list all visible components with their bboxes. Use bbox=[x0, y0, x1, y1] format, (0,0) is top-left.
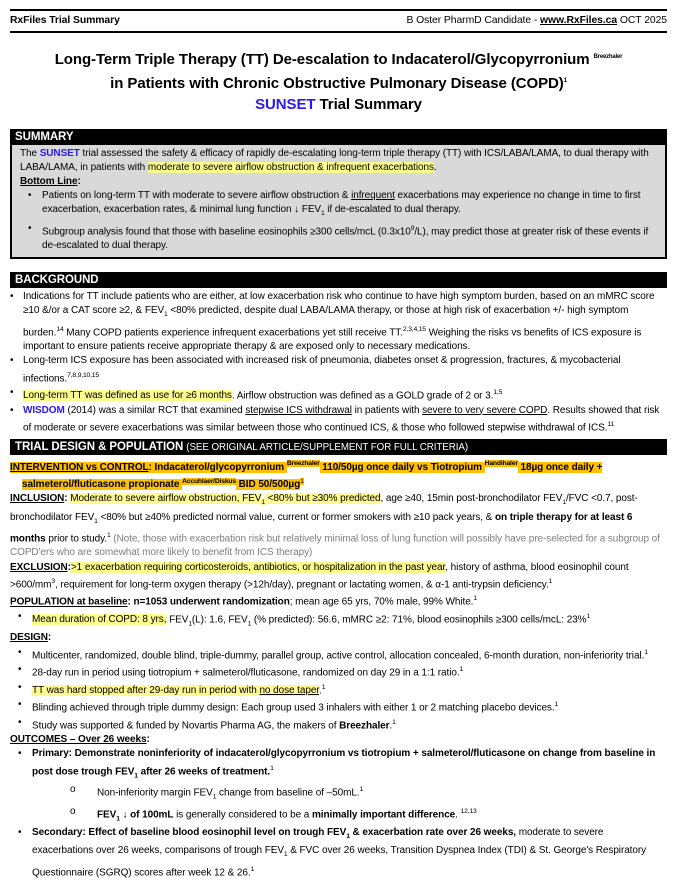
title-line-1: Long-Term Triple Therapy (TT) De-escalation to Indacaterol/Glycopyrronium $^{Breezhaler}$ bbox=[54, 51, 623, 68]
primary-outcome-bullet bbox=[10, 747, 667, 783]
bullet-icon: • bbox=[18, 646, 22, 658]
background-bullet bbox=[10, 386, 667, 404]
design-label: DESIGN: bbox=[10, 632, 52, 644]
secondary-outcome-bullet bbox=[10, 826, 667, 880]
secondary-outcome-text: Secondary: Effect of baseline blood eosinophil level on trough $FEV_1$ & exacerbation rate over 26 weeks, moderate to severe exacerbations over 26 weeks, comparisons of trough $FEV_1$ & FVC over 26 weeks, Transition Dyspnea Index (TDI) & St. George's Respiratory Questionnaire (SGRQ) scores after week 12 & 26.$^1$ bbox=[32, 827, 647, 878]
background-bullet-text: WISDOM (2014) was a similar RCT that examined stepwise ICS withdrawal in patients with severe to very severe COPD. Results showed that risk of moderate or severe exacerbations was similar between those who continued ICS, & those who followed stepwise withdrawal of ICS.$^{11}$ bbox=[23, 404, 660, 434]
circle-bullet-icon: o bbox=[70, 784, 76, 796]
design-bullet bbox=[10, 698, 667, 716]
design-bullet-text: TT was hard stopped after 29-day run in period with no dose taper.$^1$ bbox=[32, 683, 326, 696]
title-line-2: in Patients with Chronic Obstructive Pulmonary Disease (COPD)$^1$ bbox=[110, 74, 567, 92]
bullet-icon: • bbox=[18, 664, 22, 676]
bullet-icon: • bbox=[18, 716, 22, 728]
document-type-label: RxFiles Trial Summary bbox=[10, 14, 120, 26]
bullet-icon: • bbox=[10, 291, 14, 303]
summary-bullet-text: Subgroup analysis found that those with baseline eosinophils ≥300 cells/mcL $(0.3x10^9/L)$, may predict those at greater risk of these events if de-escalated to dual therapy. bbox=[42, 224, 649, 252]
background-section bbox=[10, 288, 667, 435]
section-header-summary: SUMMARY bbox=[10, 129, 667, 145]
circle-bullet-icon: o bbox=[70, 805, 76, 817]
document-title bbox=[10, 47, 667, 116]
page-header bbox=[10, 11, 667, 31]
design-bullet-text: 28-day run in period using tiotropium + salmeterol/fluticasone, randomized on day 29 in a 1:1 ratio.$^1$ bbox=[32, 666, 464, 679]
page bbox=[0, 9, 677, 878]
intervention-control-line: INTERVENTION vs CONTROL: Indacaterol/glycopyrronium $^{Breezhaler}$ 110/50µg once daily vs Tiotropium $^{Handihaler}$ 18µg once daily + salmeterol/fluticasone propionate $^{Accuhlaer/Diskus}$ BID 50/500µg$^1$ bbox=[10, 460, 603, 491]
bullet-icon: • bbox=[18, 699, 22, 711]
trial-design-section bbox=[10, 455, 667, 880]
exclusion-criteria: EXCLUSION:>1 exacerbation requiring corticosteroids, antibiotics, or hospitalization in the past year, history of asthma, blood eosinophil count $>600/mm^3$, requirement for long-term oxygen therapy (>12h/day), pregnant or lactating women, & α-1 anti-trypsin deficiency.$^1$ bbox=[10, 561, 629, 591]
background-bullet bbox=[10, 290, 667, 354]
credit-text: B Oster PharmD Candidate - bbox=[406, 14, 541, 26]
background-bullet-text: Long-term ICS exposure has been associated with increased risk of pneumonia, diabetes onset & progression, fractures, & mycobacterial infections.$^{7,8,9,10,15}$ bbox=[23, 355, 621, 384]
bullet-icon: • bbox=[18, 748, 22, 760]
summary-intro: The SUNSET trial assessed the safety & efficacy of rapidly de-escalating long-term triple therapy (TT) with ICS/LABA/LAMA, to dual therapy with LABA/LAMA, in patients with moderate to severe airflow obstruction & infrequent exacerbations. bbox=[20, 147, 649, 173]
bullet-icon: • bbox=[18, 681, 22, 693]
section-header-trial-design: TRIAL DESIGN & POPULATION (SEE ORIGINAL ARTICLE/SUPPLEMENT FOR FULL CRITERIA) bbox=[10, 439, 667, 455]
bullet-icon: • bbox=[18, 610, 22, 622]
section-header-background: BACKGROUND bbox=[10, 272, 667, 288]
primary-outcome-sub-bullet bbox=[10, 783, 667, 805]
summary-box bbox=[10, 145, 667, 260]
background-bullet bbox=[10, 404, 667, 436]
summary-bullet bbox=[20, 222, 657, 254]
bullet-icon: • bbox=[28, 190, 32, 202]
design-bullet-text: Study was supported & funded by Novartis Pharma AG, the makers of Breezhaler.$^1$ bbox=[32, 718, 396, 732]
summary-bullet bbox=[20, 189, 657, 221]
inclusion-criteria: INCLUSION: Moderate to severe airflow obstruction, $FEV_1 <80\%$ but ≥30% predicted, age ≥40, 15min post-bronchodilator $FEV_1$/FVC <0.7, post-bronchodilator $FEV_1 <80\%$ but ≥40% predicted normal value, current or former smokers with ≥10 pack years, & on triple therapy for at least 6 months prior to study.$^1$ (Note, those with exacerbation risk but relatively minimal loss of lung function will possibly have pre-selected for a subgroup of COPD'ers who are somewhat more likely to benefit from ICS therapy) bbox=[10, 493, 660, 559]
design-bullet bbox=[10, 681, 667, 699]
summary-bullet-text: Patients on long-term TT with moderate to severe airflow obstruction & infrequent exacerbations may experience no change in time to first exacerbation, exacerbation rates, & minimal lung function ↓ $FEV_1$ if de-escalated to dual therapy. bbox=[42, 190, 641, 218]
bullet-icon: • bbox=[18, 827, 22, 839]
credit-date: OCT 2025 bbox=[617, 14, 667, 26]
design-bullet bbox=[10, 646, 667, 664]
primary-outcome-sub-text: $FEV_1$ ↓ of 100mL is generally considered to be a minimally important difference. $^{12,13}$ bbox=[97, 807, 477, 823]
population-baseline: POPULATION at baseline: n=1053 underwent randomization; mean age 65 yrs, 70% male, 99% White.$^1$ bbox=[10, 595, 477, 608]
bullet-icon: • bbox=[10, 387, 14, 399]
design-bullet bbox=[10, 663, 667, 681]
document-credit bbox=[406, 14, 667, 28]
design-bullet-text: Blinding achieved through triple dummy design: Each group used 3 inhalers with either 1 or 2 matching placebo devices.$^1$ bbox=[32, 701, 559, 714]
bullet-icon: • bbox=[28, 222, 32, 234]
primary-outcome-text: Primary: Demonstrate noninferiority of indacaterol/glycopyrronium vs tiotropium + salmeterol/fluticasone on change from baseline in post dose trough $FEV_1$ after 26 weeks of treatment.$^1$ bbox=[32, 748, 656, 779]
background-bullet-text: Long-term TT was defined as use for ≥6 months. Airflow obstruction was defined as a GOLD grade of 2 or 3.$^{1,5}$ bbox=[23, 389, 503, 402]
bottom-line-label: Bottom Line: bbox=[20, 175, 81, 187]
background-bullet bbox=[10, 354, 667, 386]
design-bullet bbox=[10, 716, 667, 734]
bullet-icon: • bbox=[10, 404, 14, 416]
population-detail-text: Mean duration of COPD: 8 yrs, $FEV_1(L)$: 1.6, $FEV_1$ (% predicted): 56.6, mMRC ≥2: 71%, blood eosinophils ≥300 cells/mcL: 23%$^1$ bbox=[32, 612, 591, 628]
rxfiles-link[interactable]: www.RxFiles.ca bbox=[540, 14, 618, 26]
primary-outcome-sub-text: Non-inferiority margin $FEV_1$ change from baseline of –50mL.$^1$ bbox=[97, 786, 364, 801]
background-bullet-text: Indications for TT include patients who are either, at low exacerbation risk who continue to have high symptom burden, based on an mMRC score ≥10 &/or a CAT score ≥2, & $FEV_1 <80\%$ predicted, despite dual LABA/LAMA therapy, or those at high risk of exacerbation +/- high symptom burden.$^{14}$ Many COPD patients experience infrequent exacerbations yet still receive TT.$^{2,3,4,15}$ Weighing the risks vs benefits of ICS exposure is important to ensure patients receive appropriate therapy & are exposed only to necessary medications. bbox=[23, 291, 655, 353]
title-line-3: SUNSET Trial Summary bbox=[255, 96, 422, 113]
bullet-icon: • bbox=[10, 355, 14, 367]
header-divider-bottom bbox=[10, 31, 667, 33]
population-detail-bullet bbox=[10, 610, 667, 632]
design-bullet-text: Multicenter, randomized, double blind, triple-dummy, parallel group, active control, allocation concealed, 6-month duration, non-inferiority trial.$^1$ bbox=[32, 648, 648, 661]
outcomes-label: OUTCOMES – Over 26 weeks: bbox=[10, 734, 150, 746]
primary-outcome-sub-bullet bbox=[10, 805, 667, 827]
